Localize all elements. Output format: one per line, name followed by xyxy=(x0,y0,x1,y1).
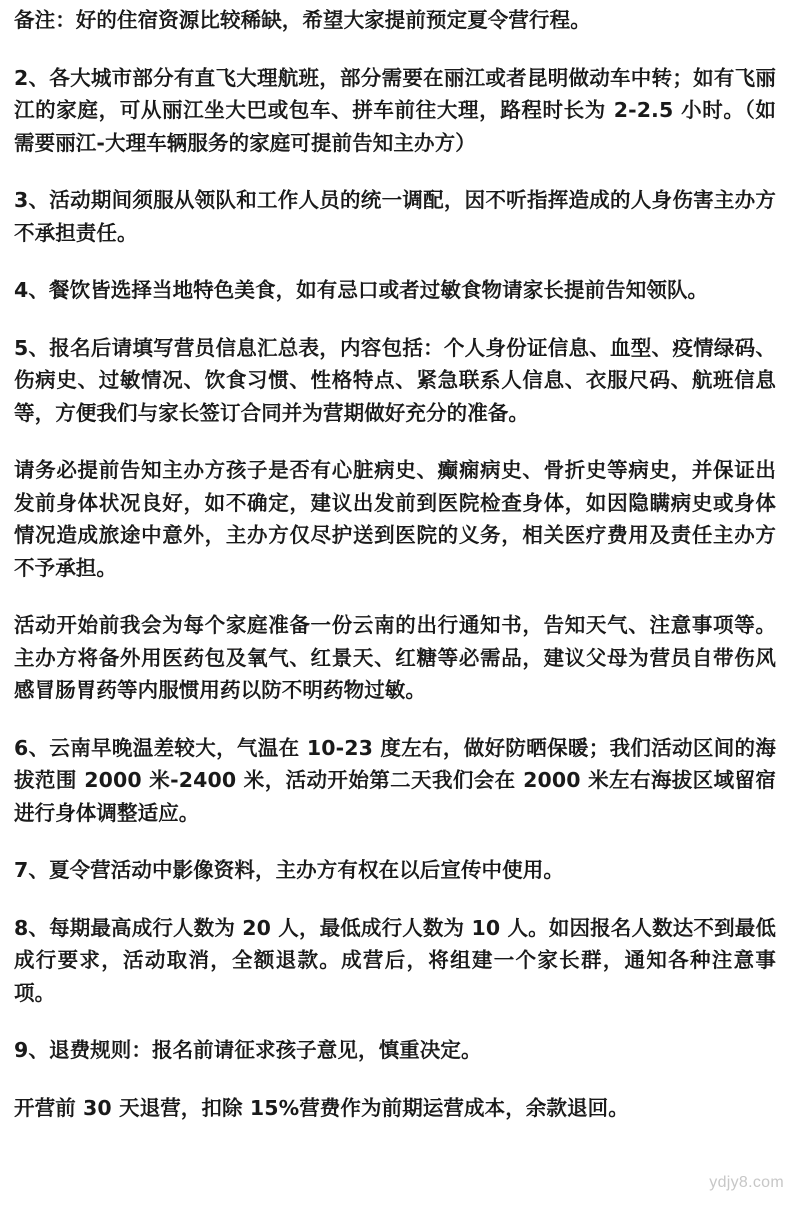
flight-info-paragraph: 2、各大城市部分有直飞大理航班，部分需要在丽江或者昆明做动车中转；如有飞丽江的家庭，可从丽江坐大巴或包车、拼车前往大理，路程时长为 2-2.5 小时。（如需要丽江-大理车辆服务的家庭可提前告知主办方） xyxy=(14,65,776,155)
refund-rules-paragraph: 9、退费规则：报名前请征求孩子意见，慎重决定。 xyxy=(14,1038,482,1062)
registration-info-paragraph: 5、报名后请填写营员信息汇总表，内容包括：个人身份证信息、血型、疫情绿码、伤病史、过敏情况、饮食习惯、性格特点、紧急联系人信息、衣服尺码、航班信息等，方便我们与家长签订合同并为营期做好充分的准备。 xyxy=(14,335,776,425)
climate-altitude-paragraph: 6、云南早晚温差较大，气温在 10-23 度左右，做好防晒保暖；我们活动区间的海拔范围 2000 米-2400 米，活动开始第二天我们会在 2000 米左右海拔区域留宿进行身体调整适应。 xyxy=(14,735,776,825)
watermark-text: ydjy8.com xyxy=(709,1174,784,1191)
media-rights-paragraph: 7、夏令营活动中影像资料，主办方有权在以后宣传中使用。 xyxy=(14,858,564,882)
obey-instructions-paragraph: 3、活动期间须服从领队和工作人员的统一调配，因不听指挥造成的人身伤害主办方不承担责任。 xyxy=(14,188,776,245)
travel-notice-paragraph: 活动开始前我会为每个家庭准备一份云南的出行通知书，告知天气、注意事项等。主办方将备外用医药包及氧气、红景天、红糖等必需品，建议父母为营员自带伤风感冒肠胃药等内服惯用药以防不明药物过敏。 xyxy=(14,613,776,702)
medical-history-paragraph: 请务必提前告知主办方孩子是否有心脏病史、癫痫病史、骨折史等病史，并保证出发前身体状况良好，如不确定，建议出发前到医院检查身体，如因隐瞒病史或身体情况造成旅途中意外，主办方仅尽护送到医院的义务，相关医疗费用及责任主办方不予承担。 xyxy=(14,458,776,580)
refund-30-days-paragraph: 开营前 30 天退营，扣除 15%营费作为前期运营成本，余款退回。 xyxy=(14,1095,629,1120)
catering-paragraph: 4、餐饮皆选择当地特色美食，如有忌口或者过敏食物请家长提前告知领队。 xyxy=(14,278,709,302)
note-paragraph: 备注：好的住宿资源比较稀缺，希望大家提前预定夏令营行程。 xyxy=(14,8,591,32)
group-size-paragraph: 8、每期最高成行人数为 20 人，最低成行人数为 10 人。如因报名人数达不到最低成行要求，活动取消，全额退款。成营后，将组建一个家长群，通知各种注意事项。 xyxy=(14,915,776,1005)
